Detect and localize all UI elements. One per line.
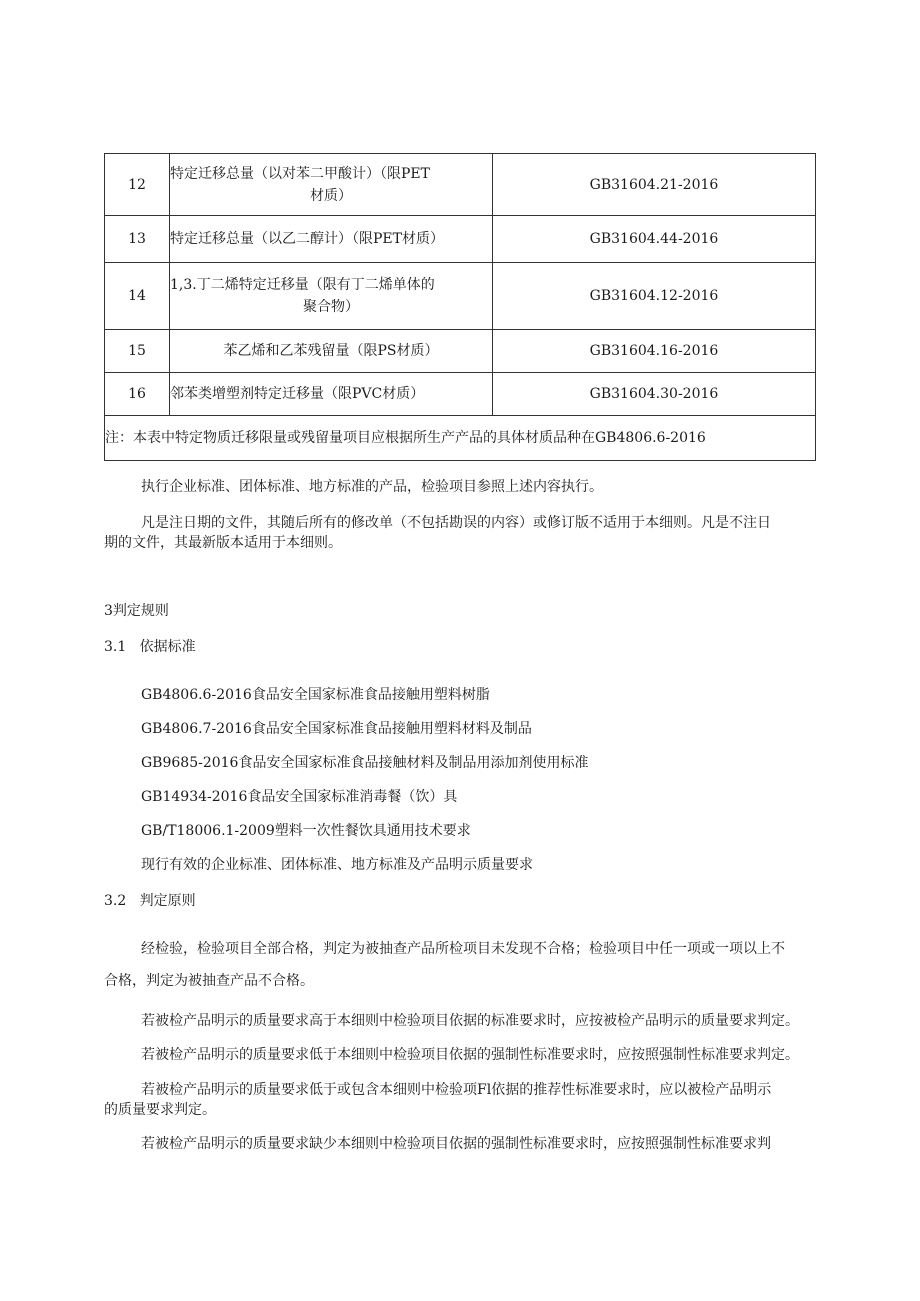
row-standard: GB31604.44-2016 [493,216,816,263]
table-row [105,330,816,373]
table-row [105,263,816,330]
row-item [170,263,493,330]
row-standard: GB31604.16-2016 [493,330,816,373]
paragraph-other-standards: 执行企业标准、团体标准、地方标准的产品，检验项目参照上述内容执行。 [141,479,603,495]
inspection-items-table-wrapper [104,153,816,461]
row-number: 12 [105,154,170,216]
judgement-paragraph-1-line1: 经检验，检验项目全部合格，判定为被抽查产品所检项目未发现不合格；检验项目中任一项或一项以上不 [141,941,785,957]
row-item-line2: 聚合物） [303,299,359,315]
section-heading-3-2: 3.2 判定原则 [104,893,196,909]
judgement-paragraph-5: 若被检产品明示的质量要求缺少本细则中检验项目依据的强制性标准要求时，应按照强制性标准要求判 [141,1136,771,1152]
row-standard: GB31604.12-2016 [493,263,816,330]
row-standard: GB31604.21-2016 [493,154,816,216]
standard-item: GB/T18006.1-2009塑料一次性餐饮具通用技术要求 [141,823,471,839]
table-row [105,154,816,216]
row-item [170,373,493,416]
judgement-paragraph-1-line2: 合格，判定为被抽查产品不合格。 [104,973,314,989]
standard-item: GB14934-2016食品安全国家标准消毒餐（饮）具 [141,789,458,805]
row-number: 15 [105,330,170,373]
judgement-paragraph-2: 若被检产品明示的质量要求高于本细则中检验项目依据的标准要求时，应按被检产品明示的质量要求判定。 [141,1013,799,1029]
row-number: 14 [105,263,170,330]
paragraph-dated-docs-line2: 期的文件，其最新版本适用于本细则。 [104,535,342,551]
judgement-paragraph-3: 若被检产品明示的质量要求低于本细则中检验项目依据的强制性标准要求时，应按照强制性标准要求判定。 [141,1047,799,1063]
standard-item: GB4806.7-2016食品安全国家标准食品接触用塑料材料及制品 [141,721,532,737]
row-item-line1: 特定迁移总量（以乙二醇计）（限PET材质） [170,231,444,247]
inspection-items-table [104,153,816,461]
row-item [170,216,493,263]
paragraph-dated-docs-line1: 凡是注日期的文件，其随后所有的修改单（不包括勘误的内容）或修订版不适用于本细则。凡是不注日 [141,515,771,531]
section-heading-3-1: 3.1 依据标准 [104,639,196,655]
standard-item: GB9685-2016食品安全国家标准食品接触材料及制品用添加剂使用标准 [141,755,589,771]
row-item-line1: 邻苯类增塑剂特定迁移量（限PVC材质） [170,386,425,402]
row-item-line1: 1,3.丁二烯特定迁移量（限有丁二烯单体的 [170,277,435,293]
row-item-line2: 材质） [310,187,352,204]
table-row [105,216,816,263]
section-heading-3: 3判定规则 [104,603,169,619]
table-note: 注：本表中特定物质迁移限量或残留量项目应根据所生产产品的具体材质品种在GB4806.6-2016 [105,416,816,461]
row-item-line1: 特定迁移总量（以对苯二甲酸计）（限PET [170,165,430,182]
judgement-paragraph-4-line2: 的质量要求判定。 [104,1102,216,1118]
row-item-line1: 苯乙烯和乙苯残留量（限PS材质） [223,343,439,359]
judgement-paragraph-4-line1: 若被检产品明示的质量要求低于或包含本细则中检验项Fl依据的推荐性标准要求时，应以被检产品明示 [141,1082,772,1098]
row-number: 13 [105,216,170,263]
standard-item: 现行有效的企业标准、团体标准、地方标准及产品明示质量要求 [141,857,533,873]
standard-item: GB4806.6-2016食品安全国家标准食品接触用塑料树脂 [141,687,490,703]
row-number: 16 [105,373,170,416]
row-item [170,154,493,216]
table-row [105,373,816,416]
table-note-row [105,416,816,461]
row-item [170,330,493,373]
row-standard: GB31604.30-2016 [493,373,816,416]
